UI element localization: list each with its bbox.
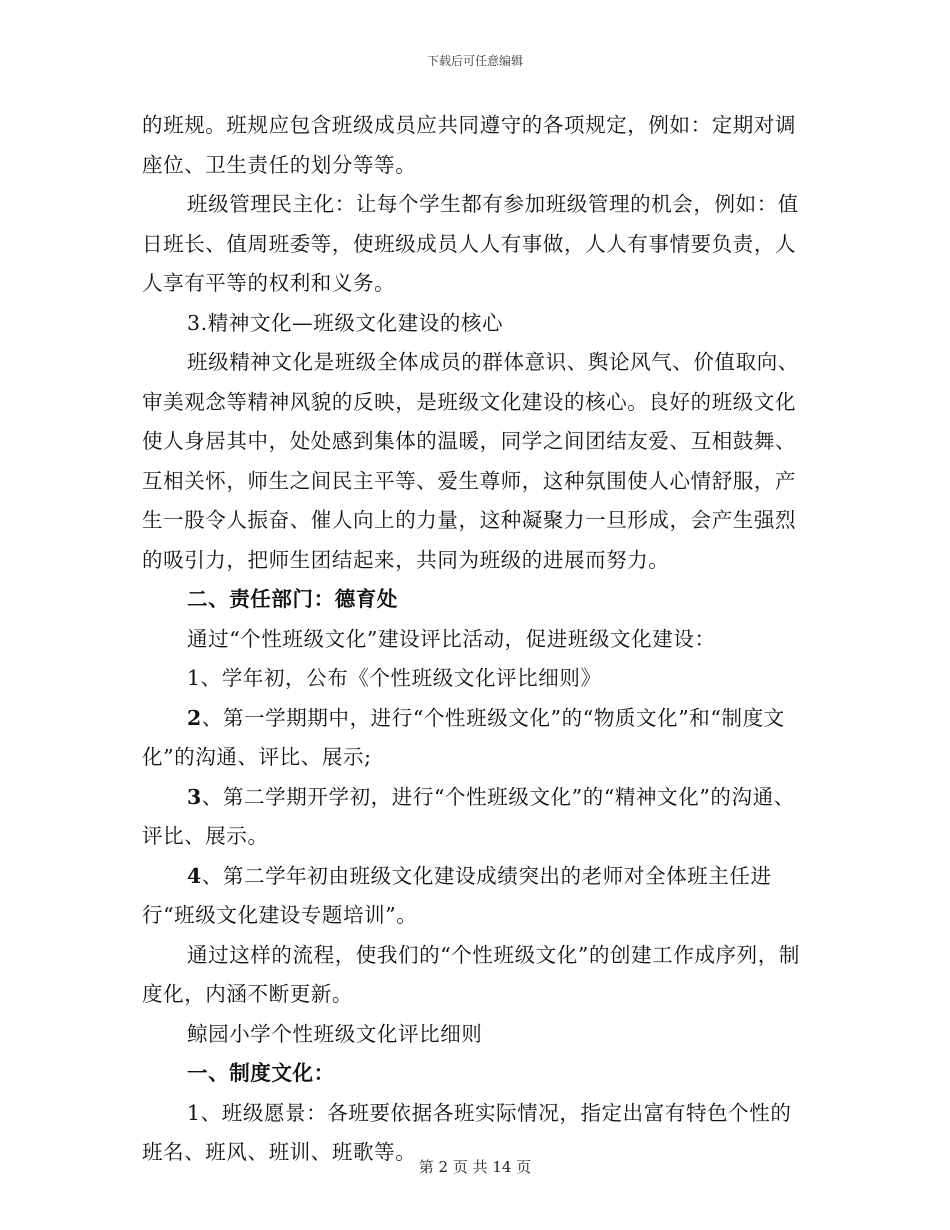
page-footer: 第 2 页 共 14 页: [418, 1158, 532, 1176]
document-body: [142, 106, 810, 1173]
page-header: 下载后可任意编辑: [426, 54, 523, 68]
heading-system-culture: 一、制度文化：: [187, 1061, 335, 1085]
list-item-4: 4、第二学年初由班级文化建设成绩突出的老师对全体班主任进行“班级文化建设专题培训”。: [142, 863, 772, 927]
heading-responsible-department: 二、责任部门：德育处: [187, 587, 398, 611]
paragraph-democratic-management: 班级管理民主化：让每个学生都有参加班级管理的机会，例如：值日班长、值周班委等，使班级成员人人有事做，人人有事情要负责，人人享有平等的权利和义务。: [142, 192, 799, 295]
list-item-2: 2、第一学期期中，进行“个性班级文化”的“物质文化”和“制度文化”的沟通、评比、展示;: [142, 705, 785, 769]
heading-spiritual-culture: 3.精神文化—班级文化建设的核心: [187, 310, 504, 335]
subtitle-evaluation-rules: 鲸园小学个性班级文化评比细则: [187, 1021, 483, 1046]
list-item-1: 1、学年初，公布《个性班级文化评比细则》: [187, 666, 602, 690]
paragraph-spiritual-culture: 班级精神文化是班级全体成员的群体意识、舆论风气、价值取向、审美观念等精神风貌的反映，是班级文化建设的核心。良好的班级文化使人身居其中，处处感到集体的温暖，同学之间团结友爱、互相鼓舞、互相关怀，师生之间民主平等、爱生尊师，这种氛围使人心情舒服，产生一股令人振奋、催人向上的力量，这种凝聚力一旦形成，会产生强烈的吸引力，把师生团结起来，共同为班级的进展而努力。: [142, 350, 799, 572]
paragraph-process: 通过这样的流程，使我们的“个性班级文化”的创建工作成序列，制度化，内涵不断更新。: [142, 942, 800, 1006]
paragraph-class-vision: 1、班级愿景：各班要依据各班实际情况，指定出富有特色个性的班名、班风、班训、班歌等。: [142, 1100, 792, 1164]
paragraph-class-rules: 的班规。班规应包含班级成员应共同遵守的各项规定，例如：定期对调座位、卫生责任的划分等等。: [142, 113, 797, 177]
list-item-3: 3、第二学期开学初，进行“个性班级文化”的“精神文化”的沟通、评比、展示。: [142, 784, 795, 848]
paragraph-evaluation-activity: 通过“个性班级文化”建设评比活动，促进班级文化建设：: [187, 626, 716, 651]
